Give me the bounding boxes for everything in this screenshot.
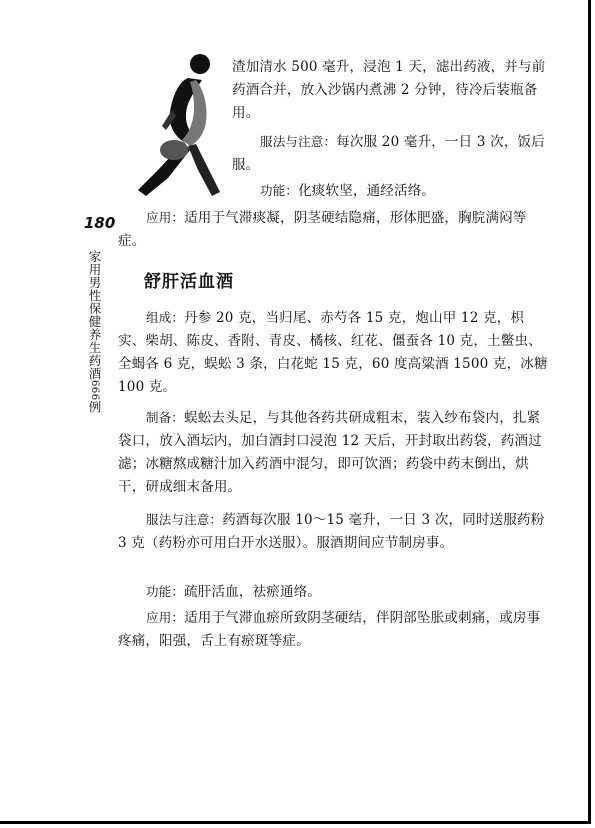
application-text: 适用于气滞痰凝，阴茎硬结隐痛，形体肥盛，胸脘满闷等症。 xyxy=(118,210,527,249)
preparation xyxy=(118,406,550,499)
prep-continuation: 渣加清水 500 毫升，浸泡 1 天，滤出药液，并与前药酒合并，放入沙锅内煮沸 2 分钟，待冷后装瓶备用。 xyxy=(232,59,546,121)
application-label: 应用： xyxy=(146,210,185,225)
running-head-text: 家用男性保健养生药酒 xyxy=(87,250,102,380)
recipe-title: 舒肝活血酒 xyxy=(144,272,234,292)
usage-label: 服法与注意： xyxy=(260,134,337,149)
function-label: 功能： xyxy=(146,584,185,599)
usage xyxy=(118,508,550,555)
application-label: 应用： xyxy=(146,610,185,625)
composition xyxy=(118,306,550,399)
top-function xyxy=(232,179,548,203)
application xyxy=(118,606,550,653)
usage-text: 药酒每次服 10～15 毫升，一日 3 次，同时送服药粉 3 克（药粉亦可用白开水送服）。服酒期间应节制房事。 xyxy=(118,512,545,551)
application-text: 适用于气滞血瘀所致阴茎硬结，伴阴部坠胀或刺痛，或房事疼痛，阳强，舌上有瘀斑等症。 xyxy=(118,610,541,649)
running-head-suffix: 例 xyxy=(87,400,102,414)
page-number: 180 xyxy=(84,214,116,232)
preparation-label: 制备： xyxy=(146,410,185,425)
usage-text: 每次服 20 毫升，一日 3 次，饭后服。 xyxy=(232,134,545,173)
function-label: 功能： xyxy=(260,183,299,198)
top-application xyxy=(118,206,550,253)
top-usage xyxy=(232,130,548,177)
composition-text: 丹参 20 克，当归尾、赤芍各 15 克，炮山甲 12 克，枳实、柴胡、陈皮、香附、青皮、橘核、红花、僵蚕各 10 克，土鳖虫、全蝎各 6 克，蜈蚣 3 条，白花蛇 15 克，60 度高粱酒 1500 克，冰糖 100 克。 xyxy=(118,310,548,395)
function-text: 疏肝活血，祛瘀通络。 xyxy=(184,584,322,600)
usage-label: 服法与注意： xyxy=(146,512,223,527)
composition-label: 组成： xyxy=(146,310,185,325)
preparation-text: 蜈蚣去头足，与其他各药共研成粗末，装入纱布袋内，扎紧袋口，放入酒坛内，加白酒封口浸泡 12 天后，开封取出药袋，药酒过滤；冰糖熬成糖汁加入药酒中混匀，即可饮酒；药袋中药末倒出，烘干，研成细末备用。 xyxy=(118,410,542,495)
running-head xyxy=(86,250,102,414)
function-text: 化痰软坚，通经活络。 xyxy=(298,183,436,199)
running-head-number: 666 xyxy=(89,380,100,401)
walking-man-illustration xyxy=(128,50,224,200)
function xyxy=(118,580,550,604)
